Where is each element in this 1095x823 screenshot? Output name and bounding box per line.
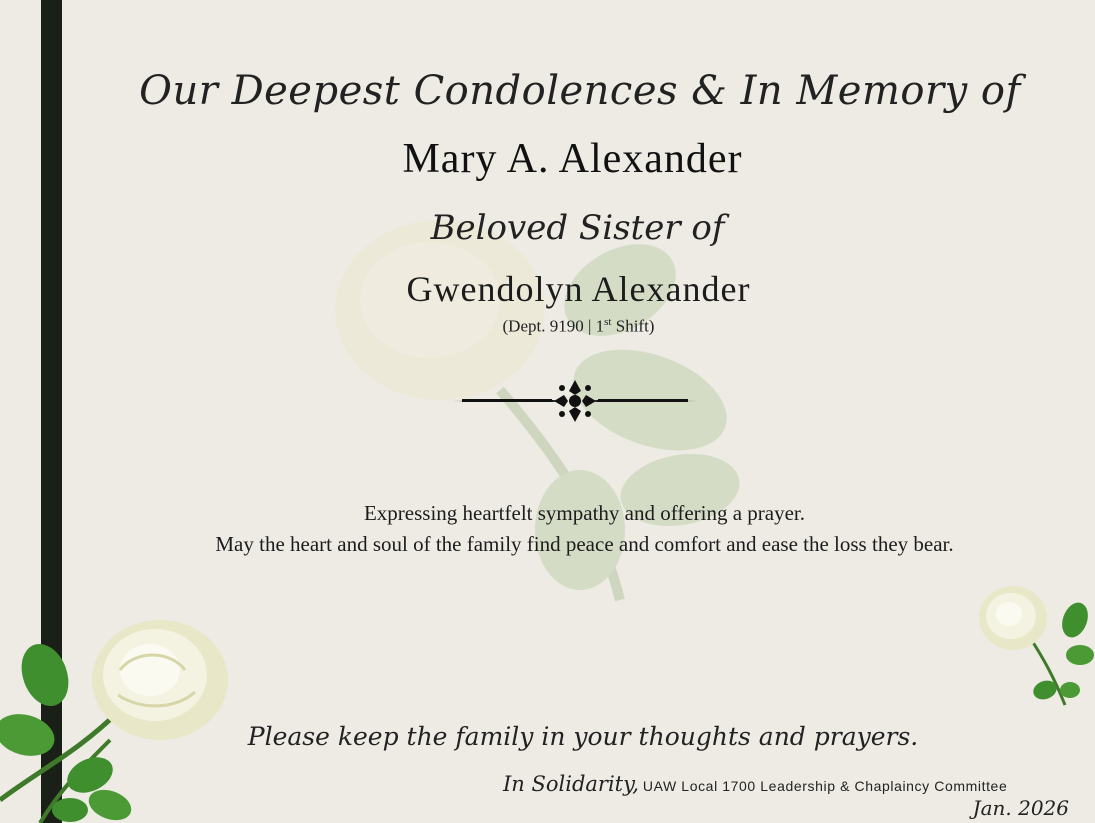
condolence-heading: Our Deepest Condolences & In Memory of bbox=[139, 68, 1021, 114]
white-rose-icon bbox=[965, 580, 1095, 710]
deceased-name: Mary A. Alexander bbox=[402, 136, 743, 182]
white-rose-icon bbox=[0, 600, 240, 823]
dept-ordinal: st bbox=[604, 316, 612, 328]
department-shift bbox=[0, 316, 1095, 337]
employee-name: Gwendolyn Alexander bbox=[406, 269, 751, 309]
relation-label: Beloved Sister of bbox=[430, 208, 725, 248]
ornamental-divider bbox=[452, 378, 698, 424]
signoff bbox=[503, 772, 1007, 796]
message-line-1: Expressing heartfelt sympathy and offering a prayer. bbox=[363, 501, 806, 525]
dept-suffix: Shift) bbox=[611, 316, 655, 336]
dept-prefix: (Dept. 9190 | 1 bbox=[502, 316, 605, 336]
message-line-2: May the heart and soul of the family find peace and comfort and ease the loss they bear. bbox=[215, 532, 954, 556]
signoff-organization: UAW Local 1700 Leadership & Chaplaincy Committee bbox=[642, 778, 1008, 794]
sympathy-message bbox=[0, 498, 1095, 560]
closing-line: Please keep the family in your thoughts and prayers. bbox=[247, 722, 919, 751]
signoff-script: In Solidarity, bbox=[503, 772, 639, 796]
card-date: Jan. 2026 bbox=[972, 796, 1069, 820]
